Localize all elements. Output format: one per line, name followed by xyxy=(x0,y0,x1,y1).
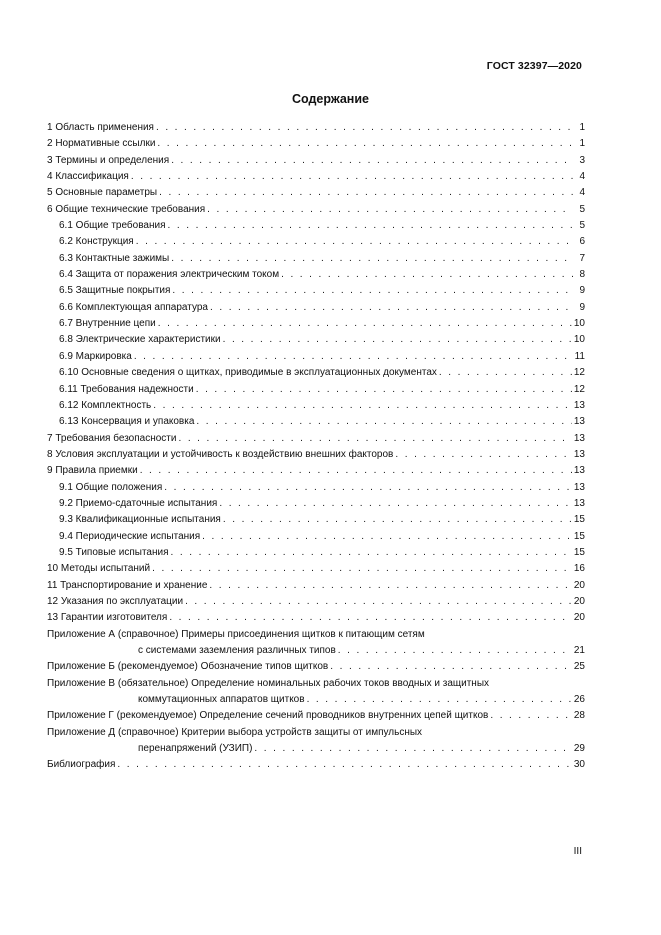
toc-entry-label: 2 Нормативные ссылки xyxy=(47,138,156,150)
dot-leader xyxy=(223,332,572,348)
toc-entry-page: 15 xyxy=(573,530,585,542)
toc-entry-page: 13 xyxy=(573,416,585,428)
toc-entry-page: 30 xyxy=(573,759,585,771)
toc-entry-page: 13 xyxy=(573,432,585,444)
dot-leader xyxy=(196,382,572,398)
toc-entry-page: 13 xyxy=(573,399,585,411)
toc-entry-page: 13 xyxy=(573,481,585,493)
toc-entry-label: 12 Указания по эксплуатации xyxy=(47,595,184,607)
toc-entry-page: 20 xyxy=(573,595,585,607)
dot-leader xyxy=(490,708,572,724)
toc-subentry[interactable] xyxy=(47,529,585,545)
toc-entry-page: 20 xyxy=(573,579,585,591)
toc-entry-label: 6.13 Консервация и упаковка xyxy=(59,416,195,428)
toc-subentry[interactable] xyxy=(47,316,585,332)
toc-appendix-line1: Приложение В (обязательное) Определение номинальных рабочих токов вводных и защитных xyxy=(47,677,490,689)
dot-leader xyxy=(140,463,572,479)
toc-entry[interactable] xyxy=(47,561,585,577)
toc-entry-label: 1 Область применения xyxy=(47,122,154,133)
toc-entry-page: 10 xyxy=(573,334,585,346)
dot-leader xyxy=(159,185,573,201)
dot-leader xyxy=(281,267,573,283)
toc-subentry[interactable] xyxy=(47,267,585,283)
toc-entry[interactable] xyxy=(47,610,585,626)
dot-leader xyxy=(338,643,572,659)
dot-leader xyxy=(131,169,573,185)
toc-entry[interactable] xyxy=(47,153,585,169)
dot-leader xyxy=(210,300,573,316)
toc-entry-page: 21 xyxy=(573,645,585,656)
dot-leader xyxy=(171,545,572,561)
toc-entry-label: 6.3 Контактные зажимы xyxy=(59,252,170,264)
toc-entry-page: 1 xyxy=(579,122,585,133)
toc-entry-page: 1 xyxy=(579,138,585,150)
toc-entry-label: 9.2 Приемо-сдаточные испытания xyxy=(59,497,218,509)
toc-entry-page: 3 xyxy=(579,154,585,166)
toc-appendix-line1: Приложение А (справочное) Примеры присоединения щитков к питающим сетям xyxy=(47,628,425,640)
toc-entry-page: 25 xyxy=(573,661,585,673)
toc-entry[interactable] xyxy=(47,594,585,610)
toc-appendix-d[interactable] xyxy=(47,725,585,758)
toc-appendix-a[interactable] xyxy=(47,627,585,660)
toc-entry-label: 7 Требования безопасности xyxy=(47,432,177,444)
toc-entry-page: 7 xyxy=(579,252,585,264)
dot-leader xyxy=(171,153,573,169)
toc-entry-page: 5 xyxy=(579,203,585,215)
toc-subentry[interactable] xyxy=(47,251,585,267)
dot-leader xyxy=(207,202,573,218)
toc-appendix-line1: Приложение Г (рекомендуемое) Определение сечений проводников внутренних цепей щитков xyxy=(47,710,489,722)
toc-entry-page: 12 xyxy=(573,367,585,379)
toc-entry[interactable] xyxy=(47,431,585,447)
toc-subentry[interactable] xyxy=(47,480,585,496)
toc-entry-label: 9 Правила приемки xyxy=(47,465,138,477)
toc-subentry[interactable] xyxy=(47,496,585,512)
toc-entry-page: 13 xyxy=(573,465,585,477)
toc-subentry[interactable] xyxy=(47,332,585,348)
dot-leader xyxy=(168,218,573,234)
dot-leader xyxy=(185,594,572,610)
toc-entry-page: 5 xyxy=(579,220,585,232)
toc-entry-page: 10 xyxy=(573,318,585,330)
dot-leader xyxy=(178,431,571,447)
dot-leader xyxy=(330,659,572,675)
toc-entry-page: 9 xyxy=(579,301,585,313)
toc-entry-label: 6.9 Маркировка xyxy=(59,350,132,362)
toc-entry-page: 6 xyxy=(579,236,585,248)
page-number: III xyxy=(573,846,582,857)
dot-leader xyxy=(209,578,571,594)
toc-subentry[interactable] xyxy=(47,545,585,561)
toc-entry[interactable] xyxy=(47,120,585,136)
toc-appendix-line2: с системами заземления различных типов xyxy=(138,645,336,656)
toc-entry[interactable] xyxy=(47,463,585,479)
dot-leader xyxy=(157,136,573,152)
toc-entry-label: Библиография xyxy=(47,759,116,771)
toc-appendix-v[interactable] xyxy=(47,676,585,709)
dot-leader xyxy=(395,447,572,463)
toc-bibliography[interactable] xyxy=(47,757,585,773)
toc-entry-label: 8 Условия эксплуатации и устойчивость к воздействию внешних факторов xyxy=(47,448,394,460)
toc-entry[interactable] xyxy=(47,578,585,594)
toc-entry-label: 13 Гарантии изготовителя xyxy=(47,612,168,624)
dot-leader xyxy=(223,512,572,528)
document-code: ГОСТ 32397—2020 xyxy=(486,60,582,72)
toc-entry-page: 9 xyxy=(579,285,585,297)
toc-entry-page: 4 xyxy=(579,171,585,183)
toc-entry-label: 6 Общие технические требования xyxy=(47,203,206,215)
dot-leader xyxy=(196,414,571,430)
toc-entry-label: 6.1 Общие требования xyxy=(59,220,166,232)
toc-entry-page: 15 xyxy=(573,514,585,526)
dot-leader xyxy=(171,251,573,267)
toc-entry-label: 5 Основные параметры xyxy=(47,187,158,199)
toc-entry-label: 6.6 Комплектующая аппаратура xyxy=(59,301,208,313)
toc-entry-page: 12 xyxy=(573,383,585,395)
dot-leader xyxy=(439,365,572,381)
dot-leader xyxy=(158,316,572,332)
toc-entry-page: 13 xyxy=(573,448,585,460)
toc-entry[interactable] xyxy=(47,185,585,201)
toc-entry-page: 15 xyxy=(573,546,585,558)
toc-subentry[interactable] xyxy=(47,382,585,398)
toc-entry-label: 4 Классификация xyxy=(47,171,129,183)
toc-appendix-line1: Приложение Д (справочное) Критерии выбора устройств защиты от импульсных xyxy=(47,726,423,738)
toc-subentry[interactable] xyxy=(47,398,585,414)
dot-leader xyxy=(117,757,571,773)
toc-entry[interactable] xyxy=(47,202,585,218)
dot-leader xyxy=(254,741,571,757)
toc-subentry[interactable] xyxy=(47,283,585,299)
dot-leader xyxy=(136,234,573,250)
toc-appendix-line1: Приложение Б (рекомендуемое) Обозначение типов щитков xyxy=(47,661,329,673)
toc-subentry[interactable] xyxy=(47,512,585,528)
toc-entry-label: 6.2 Конструкция xyxy=(59,236,134,248)
toc-appendix-g[interactable] xyxy=(47,708,585,724)
toc-entry-label: 6.11 Требования надежности xyxy=(59,383,194,395)
toc-entry-label: 6.12 Комплектность xyxy=(59,399,152,411)
toc-subentry[interactable] xyxy=(47,300,585,316)
dot-leader xyxy=(156,120,573,136)
table-of-contents xyxy=(47,120,585,774)
dot-leader xyxy=(219,496,572,512)
toc-entry-page: 16 xyxy=(573,563,585,575)
toc-subentry[interactable] xyxy=(47,234,585,250)
toc-appendix-b[interactable] xyxy=(47,659,585,675)
toc-entry-page: 20 xyxy=(573,612,585,624)
toc-subentry[interactable] xyxy=(47,365,585,381)
dot-leader xyxy=(307,692,572,708)
toc-entry-page: 26 xyxy=(573,694,585,706)
toc-entry-page: 13 xyxy=(573,497,585,509)
toc-entry-label: 11 Транспортирование и хранение xyxy=(47,579,208,591)
dot-leader xyxy=(202,529,572,545)
toc-entry-page: 4 xyxy=(579,187,585,199)
dot-leader xyxy=(169,610,572,626)
toc-entry-label: 9.1 Общие положения xyxy=(59,481,163,493)
toc-entry[interactable] xyxy=(47,136,585,152)
toc-entry-label: 3 Термины и определения xyxy=(47,154,170,166)
toc-entry-label: 10 Методы испытаний xyxy=(47,563,151,575)
toc-entry-page: 11 xyxy=(574,350,585,362)
toc-entry-label: 6.7 Внутренние цепи xyxy=(59,318,156,330)
dot-leader xyxy=(164,480,572,496)
toc-entry[interactable] xyxy=(47,169,585,185)
toc-entry-label: 9.5 Типовые испытания xyxy=(59,546,169,558)
toc-entry-page: 29 xyxy=(573,743,585,755)
toc-title: Содержание xyxy=(291,92,369,106)
toc-entry-label: 6.4 Защита от поражения электрическим током xyxy=(59,269,280,281)
toc-entry-label: 9.3 Квалификационные испытания xyxy=(59,514,221,526)
toc-subentry[interactable] xyxy=(47,349,585,365)
dot-leader xyxy=(134,349,573,365)
toc-subentry[interactable] xyxy=(47,414,585,430)
dot-leader xyxy=(153,398,572,414)
dot-leader xyxy=(152,561,572,577)
toc-entry-page: 28 xyxy=(573,710,585,722)
toc-appendix-line2: перенапряжений (УЗИП) xyxy=(138,743,253,755)
toc-entry-label: 6.5 Защитные покрытия xyxy=(59,285,171,297)
toc-entry-page: 8 xyxy=(579,269,585,281)
toc-entry-label: 9.4 Периодические испытания xyxy=(59,530,201,542)
toc-entry[interactable] xyxy=(47,447,585,463)
toc-subentry[interactable] xyxy=(47,218,585,234)
dot-leader xyxy=(172,283,573,299)
toc-entry-label: 6.10 Основные сведения о щитках, приводимые в эксплуатационных документах xyxy=(59,367,437,379)
toc-appendix-line2: коммутационных аппаратов щитков xyxy=(138,694,305,706)
toc-entry-label: 6.8 Электрические характеристики xyxy=(59,334,221,346)
